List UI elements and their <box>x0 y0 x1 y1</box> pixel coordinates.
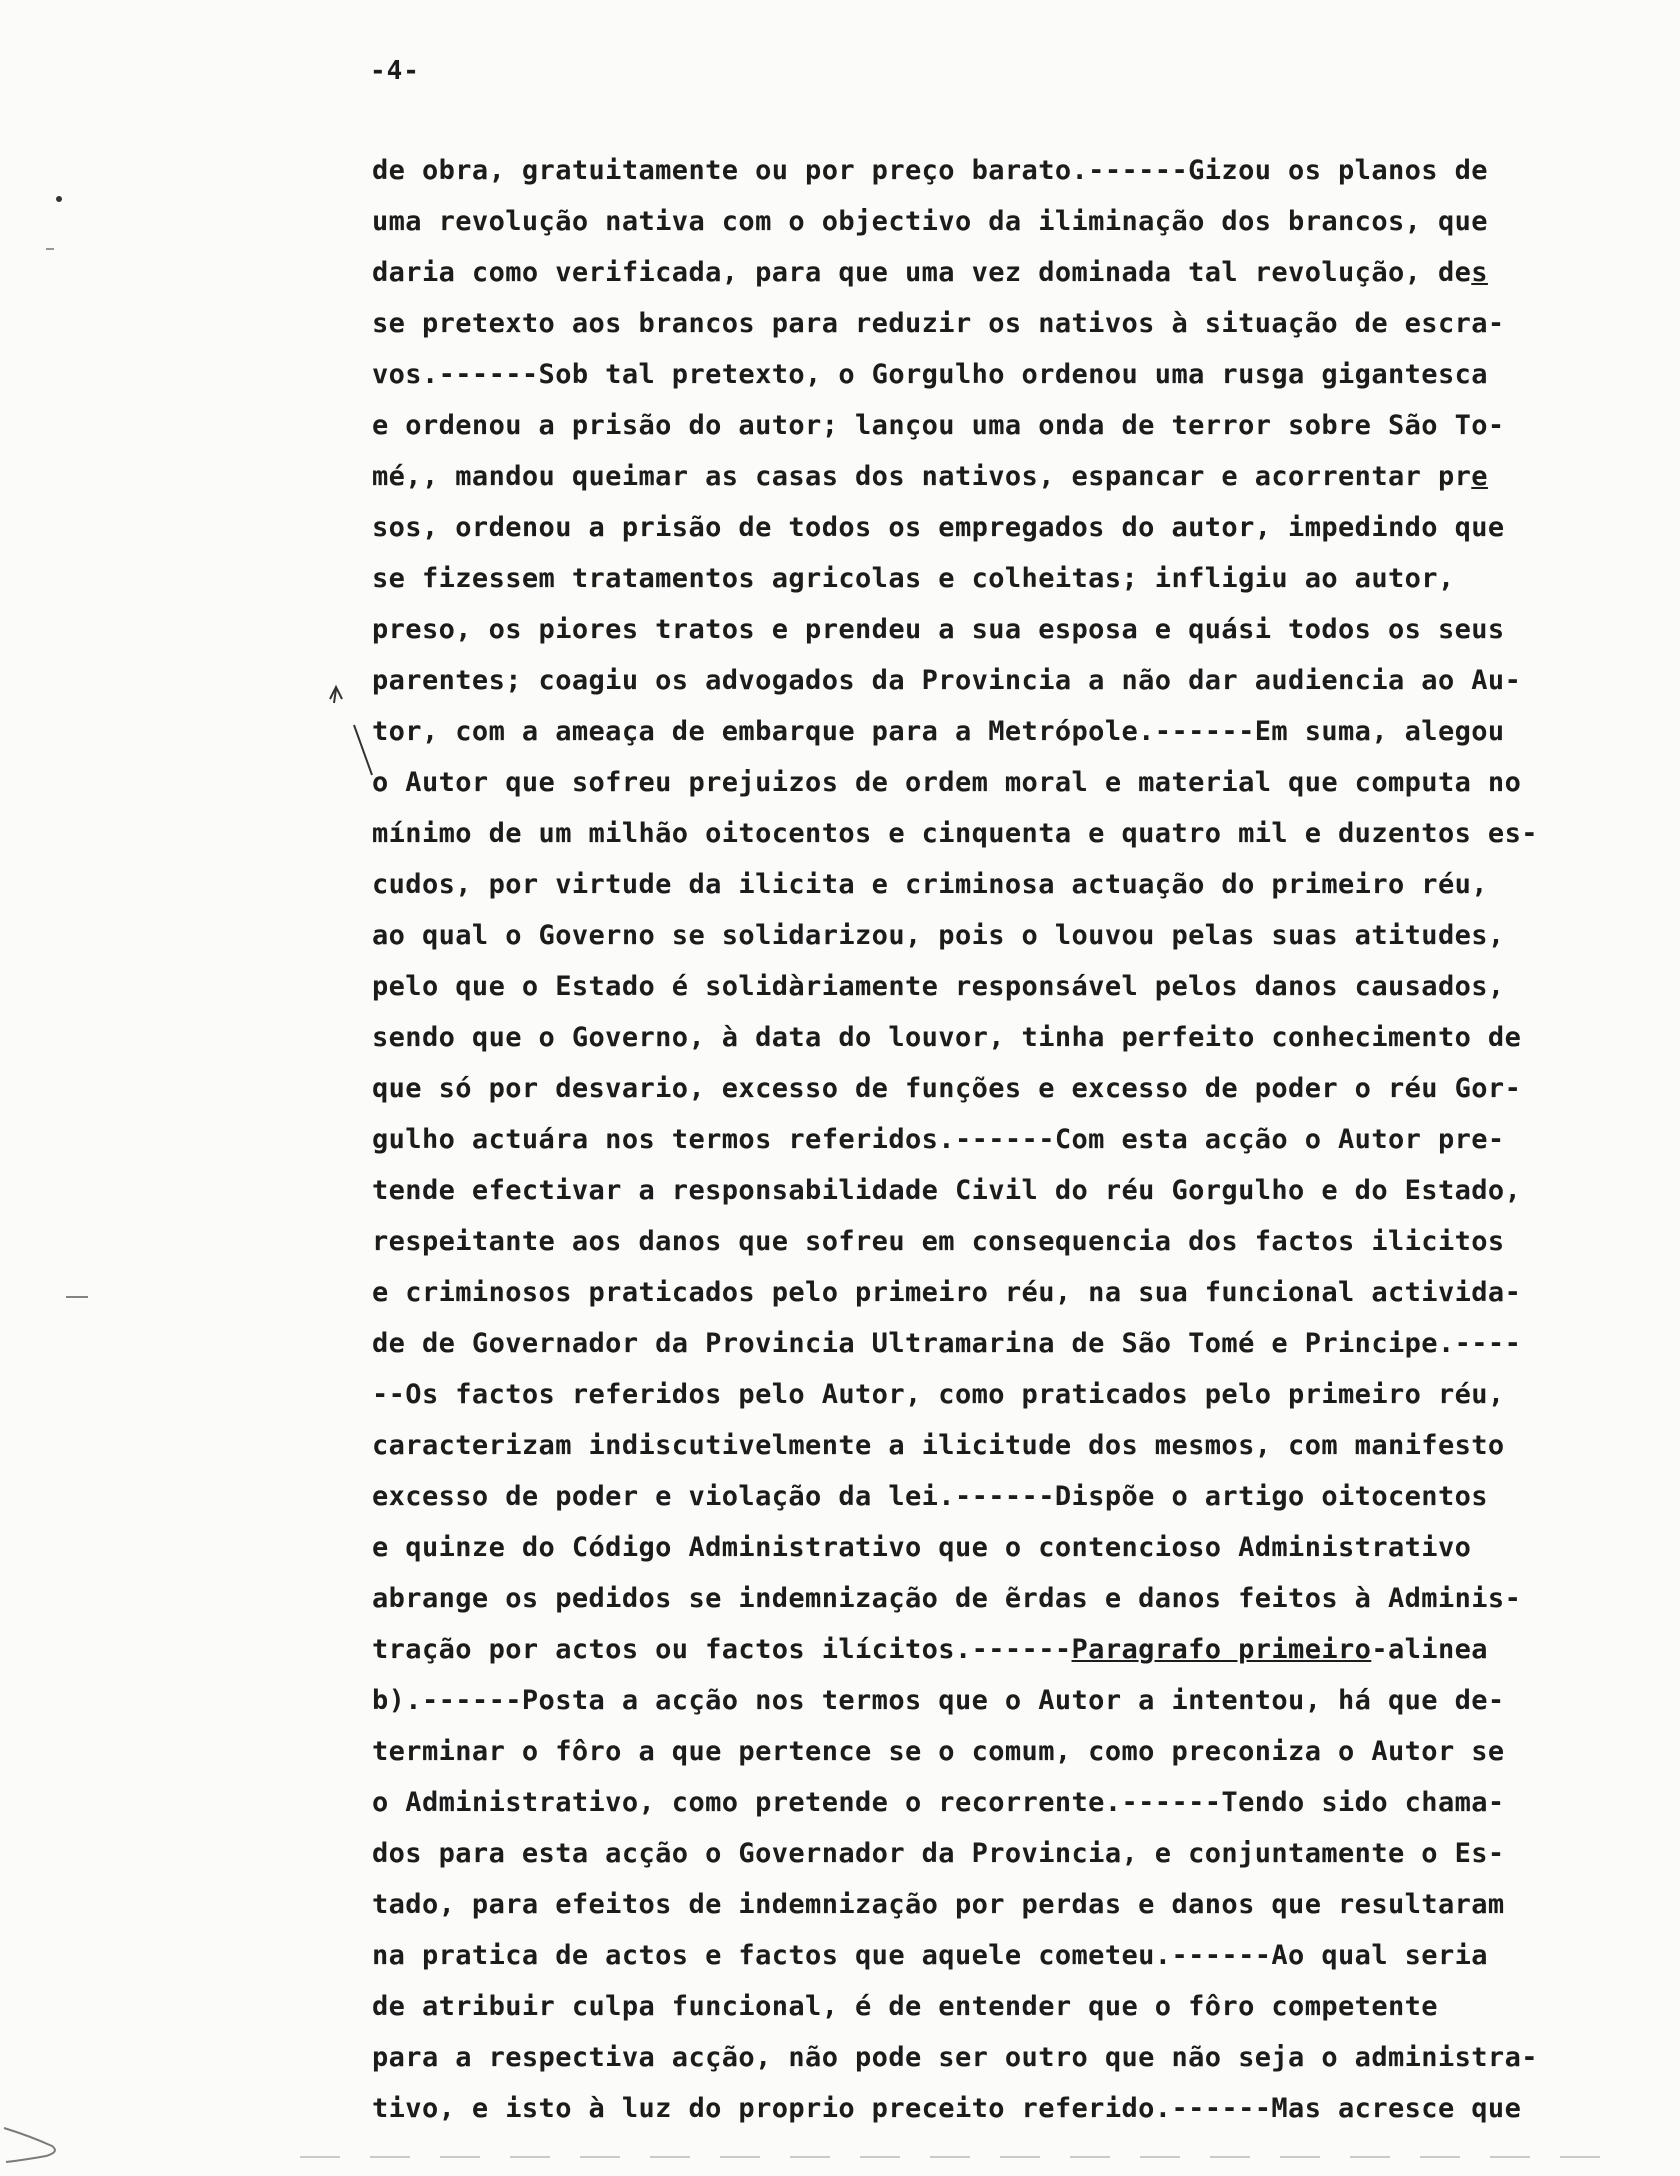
line-text: tor, com a ameaça de embarque para a Metrópole.------Em suma, alegou <box>372 716 1505 747</box>
line-text: e ordenou a prisão do autor; lançou uma onda de terror sobre São To- <box>372 410 1505 441</box>
text-line <box>372 502 1632 553</box>
page-number: -4- <box>370 56 420 86</box>
line-text: --Os factos referidos pelo Autor, como praticados pelo primeiro réu, <box>372 1379 1505 1410</box>
line-text: tração por actos ou factos ilícitos.------ <box>372 1634 1072 1665</box>
text-line <box>372 1777 1632 1828</box>
text-line <box>372 2032 1632 2083</box>
line-text: se pretexto aos brancos para reduzir os nativos à situação de escra- <box>372 308 1505 339</box>
line-text: vos.------Sob tal pretexto, o Gorgulho ordenou uma rusga gigantesca <box>372 359 1488 390</box>
text-line <box>372 1879 1632 1930</box>
text-line <box>372 2083 1632 2134</box>
text-line <box>372 1471 1632 1522</box>
line-text: mínimo de um milhão oitocentos e cinquenta e quatro mil e duzentos es- <box>372 818 1538 849</box>
text-line <box>372 706 1632 757</box>
line-text: abrange os pedidos se indemnização de ẽrdas e danos feitos à Adminis- <box>372 1583 1522 1614</box>
text-line <box>372 1216 1632 1267</box>
text-line <box>372 1522 1632 1573</box>
text-line <box>372 859 1632 910</box>
text-line <box>372 1369 1632 1420</box>
line-text: e quinze do Código Administrativo que o contencioso Administrativo <box>372 1532 1472 1563</box>
text-line <box>372 298 1632 349</box>
text-line <box>372 604 1632 655</box>
margin-arrow-icon <box>320 685 380 805</box>
text-line <box>372 1930 1632 1981</box>
text-line <box>372 196 1632 247</box>
underlined-text: Paragrafo primeiro <box>1071 1634 1372 1665</box>
line-text: dos para esta acção o Governador da Provincia, e conjuntamente o Es- <box>372 1838 1505 1869</box>
line-text: daria como verificada, para que uma vez dominada tal revolução, de <box>372 257 1472 288</box>
line-text: que só por desvario, excesso de funções e excesso de poder o réu Gor- <box>372 1073 1522 1104</box>
line-text: para a respectiva acção, não pode ser outro que não seja o administra- <box>372 2042 1538 2073</box>
text-line <box>372 1981 1632 2032</box>
text-line <box>372 400 1632 451</box>
text-line <box>372 1012 1632 1063</box>
line-text: b).------Posta a acção nos termos que o Autor a intentou, há que de- <box>372 1685 1505 1716</box>
line-text: tende efectivar a responsabilidade Civil do réu Gorgulho e do Estado, <box>372 1175 1522 1206</box>
bottom-scan-rule <box>300 2156 1600 2158</box>
line-text: na pratica de actos e factos que aquele cometeu.------Ao qual seria <box>372 1940 1488 1971</box>
line-text: sos, ordenou a prisão de todos os empregados do autor, impedindo que <box>372 512 1505 543</box>
line-text: pelo que o Estado é solidàriamente responsável pelos danos causados, <box>372 971 1505 1002</box>
text-line <box>372 247 1632 298</box>
line-text: uma revolução nativa com o objectivo da iliminação dos brancos, que <box>372 206 1488 237</box>
text-line <box>372 1726 1632 1777</box>
line-text: ao qual o Governo se solidarizou, pois o louvou pelas suas atitudes, <box>372 920 1505 951</box>
line-text: cudos, por virtude da ilicita e criminosa actuação do primeiro réu, <box>372 869 1488 900</box>
line-text: de atribuir culpa funcional, é de entender que o fôro competente <box>372 1991 1438 2022</box>
text-line <box>372 349 1632 400</box>
line-text: tivo, e isto à luz do proprio preceito referido.------Mas acresce que <box>372 2093 1522 2124</box>
line-text: se fizessem tratamentos agricolas e colheitas; infligiu ao autor, <box>372 563 1455 594</box>
underlined-text: e <box>1471 461 1488 492</box>
line-text: de obra, gratuitamente ou por preço barato.------Gizou os planos de <box>372 155 1488 186</box>
line-text: mé,, mandou queimar as casas dos nativos, espancar e acorrentar pr <box>372 461 1472 492</box>
line-text: caracterizam indiscutivelmente a ilicitude dos mesmos, com manifesto <box>372 1430 1505 1461</box>
text-line <box>372 961 1632 1012</box>
text-line <box>372 1420 1632 1471</box>
text-line <box>372 1114 1632 1165</box>
text-line <box>372 757 1632 808</box>
margin-dash <box>66 1296 88 1298</box>
text-line <box>372 1165 1632 1216</box>
text-line <box>372 1318 1632 1369</box>
margin-dot <box>56 196 62 202</box>
line-text: excesso de poder e violação da lei.------Dispõe o artigo oitocentos <box>372 1481 1488 1512</box>
text-line <box>372 451 1632 502</box>
line-text: o Autor que sofreu prejuizos de ordem moral e material que computa no <box>372 767 1522 798</box>
text-line <box>372 1624 1632 1675</box>
line-text: o Administrativo, como pretende o recorrente.------Tendo sido chama- <box>372 1787 1505 1818</box>
line-text: preso, os piores tratos e prendeu a sua esposa e quási todos os seus <box>372 614 1505 645</box>
underlined-text: s <box>1471 257 1488 288</box>
body-text <box>372 145 1632 2134</box>
text-line <box>372 1675 1632 1726</box>
text-line <box>372 1573 1632 1624</box>
line-text: sendo que o Governo, à data do louvor, tinha perfeito conhecimento de <box>372 1022 1522 1053</box>
text-line <box>372 655 1632 706</box>
line-text: e criminosos praticados pelo primeiro réu, na sua funcional activida- <box>372 1277 1522 1308</box>
corner-scribble-icon <box>0 2110 140 2176</box>
line-text: tado, para efeitos de indemnização por perdas e danos que resultaram <box>372 1889 1505 1920</box>
text-line <box>372 145 1632 196</box>
line-text: terminar o fôro a que pertence se o comum, como preconiza o Autor se <box>372 1736 1505 1767</box>
margin-tick <box>46 248 54 250</box>
line-text: parentes; coagiu os advogados da Provincia a não dar audiencia ao Au- <box>372 665 1522 696</box>
text-line <box>372 1267 1632 1318</box>
text-line <box>372 808 1632 859</box>
line-text: -alinea <box>1371 1634 1488 1665</box>
line-text: respeitante aos danos que sofreu em consequencia dos factos ilicitos <box>372 1226 1505 1257</box>
text-line <box>372 1828 1632 1879</box>
line-text: gulho actuára nos termos referidos.------Com esta acção o Autor pre- <box>372 1124 1505 1155</box>
text-line <box>372 1063 1632 1114</box>
text-line <box>372 910 1632 961</box>
line-text: de de Governador da Provincia Ultramarina de São Tomé e Principe.---- <box>372 1328 1522 1359</box>
text-line <box>372 553 1632 604</box>
